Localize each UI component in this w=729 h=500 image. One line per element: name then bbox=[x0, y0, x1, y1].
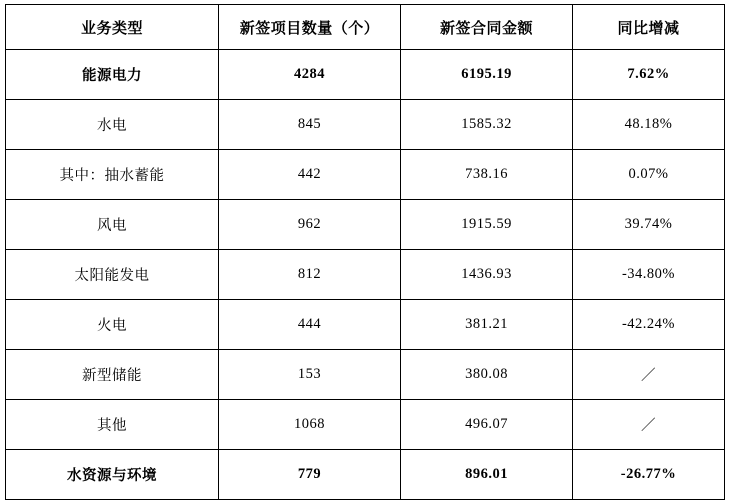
cell-yoy-change: ／ bbox=[573, 350, 725, 400]
column-header-new-project-count: 新签项目数量（个） bbox=[219, 5, 401, 50]
table-row bbox=[6, 250, 725, 300]
cell-business-type: 新型储能 bbox=[6, 350, 219, 400]
cell-contract-amount: 1436.93 bbox=[401, 250, 573, 300]
cell-contract-amount: 496.07 bbox=[401, 400, 573, 450]
table-header bbox=[6, 5, 725, 50]
cell-business-type: 水电 bbox=[6, 100, 219, 150]
cell-project-count: 4284 bbox=[219, 50, 401, 100]
cell-business-type: 水资源与环境 bbox=[6, 450, 219, 500]
cell-yoy-change: 0.07% bbox=[573, 150, 725, 200]
cell-project-count: 812 bbox=[219, 250, 401, 300]
cell-project-count: 779 bbox=[219, 450, 401, 500]
cell-contract-amount: 896.01 bbox=[401, 450, 573, 500]
column-header-new-contract-amount: 新签合同金额 bbox=[401, 5, 573, 50]
cell-contract-amount: 381.21 bbox=[401, 300, 573, 350]
cell-contract-amount: 380.08 bbox=[401, 350, 573, 400]
cell-project-count: 962 bbox=[219, 200, 401, 250]
table-row bbox=[6, 400, 725, 450]
table-row bbox=[6, 450, 725, 500]
table-row bbox=[6, 200, 725, 250]
cell-project-count: 845 bbox=[219, 100, 401, 150]
table-header-row bbox=[6, 5, 725, 50]
table-row bbox=[6, 50, 725, 100]
cell-contract-amount: 6195.19 bbox=[401, 50, 573, 100]
business-type-table bbox=[5, 4, 725, 500]
cell-project-count: 1068 bbox=[219, 400, 401, 450]
cell-business-type: 火电 bbox=[6, 300, 219, 350]
table-body bbox=[6, 50, 725, 500]
table-row bbox=[6, 300, 725, 350]
cell-yoy-change: -42.24% bbox=[573, 300, 725, 350]
cell-contract-amount: 1915.59 bbox=[401, 200, 573, 250]
cell-contract-amount: 738.16 bbox=[401, 150, 573, 200]
cell-yoy-change: -26.77% bbox=[573, 450, 725, 500]
cell-business-type: 其他 bbox=[6, 400, 219, 450]
cell-contract-amount: 1585.32 bbox=[401, 100, 573, 150]
cell-project-count: 444 bbox=[219, 300, 401, 350]
cell-business-type: 其中：抽水蓄能 bbox=[6, 150, 219, 200]
cell-business-type: 太阳能发电 bbox=[6, 250, 219, 300]
cell-business-type: 风电 bbox=[6, 200, 219, 250]
cell-yoy-change: ／ bbox=[573, 400, 725, 450]
column-header-business-type: 业务类型 bbox=[6, 5, 219, 50]
table-row bbox=[6, 100, 725, 150]
cell-yoy-change: -34.80% bbox=[573, 250, 725, 300]
column-header-yoy-change: 同比增减 bbox=[573, 5, 725, 50]
cell-project-count: 442 bbox=[219, 150, 401, 200]
table-row bbox=[6, 350, 725, 400]
table-row bbox=[6, 150, 725, 200]
cell-yoy-change: 48.18% bbox=[573, 100, 725, 150]
cell-business-type: 能源电力 bbox=[6, 50, 219, 100]
table-container bbox=[5, 4, 724, 500]
cell-project-count: 153 bbox=[219, 350, 401, 400]
cell-yoy-change: 39.74% bbox=[573, 200, 725, 250]
cell-yoy-change: 7.62% bbox=[573, 50, 725, 100]
